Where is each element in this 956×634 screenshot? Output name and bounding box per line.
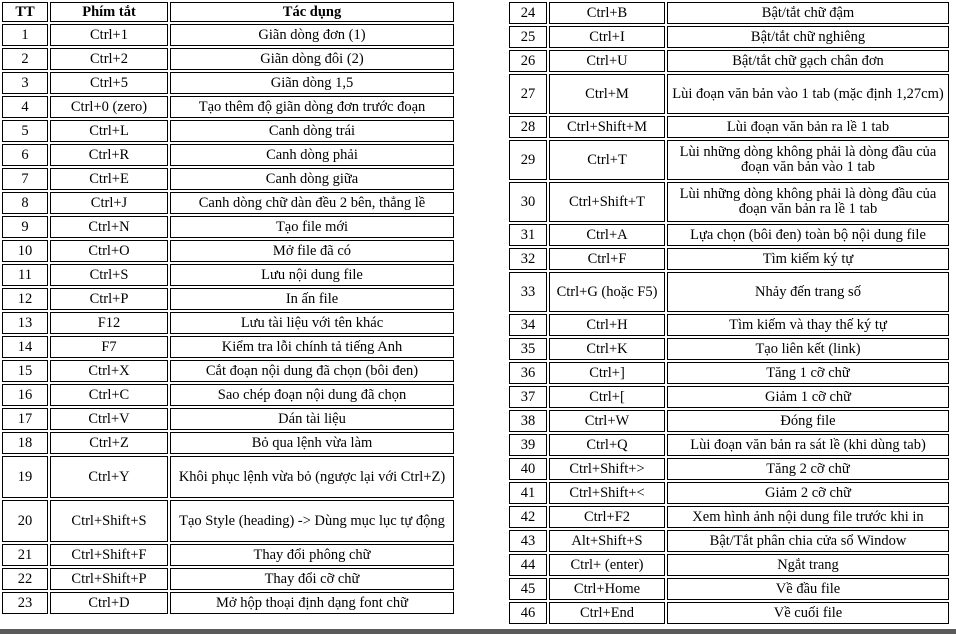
row-number: 32 bbox=[509, 248, 547, 270]
table-row bbox=[509, 338, 949, 360]
shortcut-description: Tìm kiếm ký tự bbox=[667, 248, 949, 270]
table-row bbox=[2, 500, 454, 542]
row-number: 30 bbox=[509, 182, 547, 222]
table-row bbox=[509, 434, 949, 456]
shortcut-key: Ctrl+H bbox=[549, 314, 665, 336]
table-row bbox=[2, 408, 454, 430]
row-number: 38 bbox=[509, 410, 547, 432]
shortcut-key: Ctrl+U bbox=[549, 50, 665, 72]
shortcut-key: Ctrl+B bbox=[549, 2, 665, 24]
shortcut-key: Ctrl+E bbox=[50, 168, 168, 190]
table-row bbox=[509, 410, 949, 432]
left-shortcut-panel bbox=[0, 0, 456, 616]
shortcut-description: Giãn dòng 1,5 bbox=[170, 72, 454, 94]
shortcut-key: Ctrl+ (enter) bbox=[549, 554, 665, 576]
shortcut-description: Canh dòng phải bbox=[170, 144, 454, 166]
table-row bbox=[2, 384, 454, 406]
shortcut-key: Ctrl+X bbox=[50, 360, 168, 382]
shortcut-key: Ctrl+0 (zero) bbox=[50, 96, 168, 118]
shortcut-key: Ctrl+G (hoặc F5) bbox=[549, 272, 665, 312]
shortcut-table-left bbox=[0, 0, 456, 616]
shortcut-key: Ctrl+Q bbox=[549, 434, 665, 456]
shortcut-key: Ctrl+5 bbox=[50, 72, 168, 94]
row-number: 29 bbox=[509, 140, 547, 180]
shortcut-description: Bật/tắt chữ gạch chân đơn bbox=[667, 50, 949, 72]
right-table-body bbox=[509, 2, 949, 624]
table-row bbox=[2, 168, 454, 190]
shortcut-description: Tạo thêm độ giãn dòng đơn trước đoạn bbox=[170, 96, 454, 118]
shortcut-key: Ctrl+Shift+P bbox=[50, 568, 168, 590]
shortcut-description: Tăng 1 cỡ chữ bbox=[667, 362, 949, 384]
table-row bbox=[509, 362, 949, 384]
shortcut-description: Canh dòng trái bbox=[170, 120, 454, 142]
shortcut-key: Ctrl+V bbox=[50, 408, 168, 430]
shortcut-key: Ctrl+S bbox=[50, 264, 168, 286]
table-row bbox=[509, 578, 949, 600]
shortcut-key: Ctrl+Shift+S bbox=[50, 500, 168, 542]
table-row bbox=[509, 182, 949, 222]
row-number: 36 bbox=[509, 362, 547, 384]
row-number: 42 bbox=[509, 506, 547, 528]
shortcut-key: Ctrl+Home bbox=[549, 578, 665, 600]
row-number: 6 bbox=[2, 144, 48, 166]
shortcut-description: Giãn dòng đôi (2) bbox=[170, 48, 454, 70]
right-shortcut-panel bbox=[507, 0, 951, 626]
shortcut-key: Ctrl+Shift+< bbox=[549, 482, 665, 504]
table-row bbox=[509, 530, 949, 552]
shortcut-key: Ctrl+Shift+M bbox=[549, 116, 665, 138]
shortcut-description: Đóng file bbox=[667, 410, 949, 432]
shortcut-description: Lưu tài liệu với tên khác bbox=[170, 312, 454, 334]
left-table-body bbox=[2, 24, 454, 614]
shortcut-key: Ctrl+2 bbox=[50, 48, 168, 70]
shortcut-key: Ctrl+P bbox=[50, 288, 168, 310]
shortcut-description: Lưu nội dung file bbox=[170, 264, 454, 286]
row-number: 28 bbox=[509, 116, 547, 138]
shortcut-description: Tạo file mới bbox=[170, 216, 454, 238]
table-row bbox=[509, 140, 949, 180]
shortcut-key: F7 bbox=[50, 336, 168, 358]
row-number: 46 bbox=[509, 602, 547, 624]
shortcut-key: Ctrl+R bbox=[50, 144, 168, 166]
shortcut-key: Ctrl+N bbox=[50, 216, 168, 238]
shortcut-description: Giảm 2 cỡ chữ bbox=[667, 482, 949, 504]
table-row bbox=[2, 336, 454, 358]
shortcut-description: Giãn dòng đơn (1) bbox=[170, 24, 454, 46]
row-number: 23 bbox=[2, 592, 48, 614]
table-row bbox=[509, 74, 949, 114]
row-number: 17 bbox=[2, 408, 48, 430]
shortcut-key: Ctrl+] bbox=[549, 362, 665, 384]
shortcut-table-right bbox=[507, 0, 951, 626]
shortcut-description: Bật/tắt chữ nghiêng bbox=[667, 26, 949, 48]
shortcut-key: Ctrl+L bbox=[50, 120, 168, 142]
row-number: 31 bbox=[509, 224, 547, 246]
row-number: 40 bbox=[509, 458, 547, 480]
row-number: 22 bbox=[2, 568, 48, 590]
table-row bbox=[2, 360, 454, 382]
shortcut-description: Tạo Style (heading) -> Dùng mục lục tự động bbox=[170, 500, 454, 542]
row-number: 26 bbox=[509, 50, 547, 72]
shortcut-description: Mở hộp thoại định dạng font chữ bbox=[170, 592, 454, 614]
shortcut-description: Tạo liên kết (link) bbox=[667, 338, 949, 360]
shortcut-key: Ctrl+I bbox=[549, 26, 665, 48]
shortcut-key: Ctrl+F bbox=[549, 248, 665, 270]
shortcut-description: Bật/tắt chữ đậm bbox=[667, 2, 949, 24]
table-row bbox=[2, 568, 454, 590]
row-number: 37 bbox=[509, 386, 547, 408]
bottom-gap bbox=[454, 621, 506, 629]
shortcut-description: Về cuối file bbox=[667, 602, 949, 624]
row-number: 14 bbox=[2, 336, 48, 358]
row-number: 34 bbox=[509, 314, 547, 336]
row-number: 24 bbox=[509, 2, 547, 24]
table-row bbox=[2, 192, 454, 214]
row-number: 1 bbox=[2, 24, 48, 46]
row-number: 41 bbox=[509, 482, 547, 504]
shortcut-key: Ctrl+Shift+> bbox=[549, 458, 665, 480]
shortcut-description: Dán tài liệu bbox=[170, 408, 454, 430]
shortcut-key: F12 bbox=[50, 312, 168, 334]
table-row bbox=[2, 120, 454, 142]
shortcut-description: Khôi phục lệnh vừa bỏ (ngược lại với Ctrl+Z) bbox=[170, 456, 454, 498]
table-row bbox=[2, 48, 454, 70]
shortcut-description: Canh dòng chữ dàn đều 2 bên, thẳng lề bbox=[170, 192, 454, 214]
table-row bbox=[2, 96, 454, 118]
row-number: 39 bbox=[509, 434, 547, 456]
row-number: 16 bbox=[2, 384, 48, 406]
shortcut-description: In ấn file bbox=[170, 288, 454, 310]
table-row bbox=[2, 216, 454, 238]
row-number: 21 bbox=[2, 544, 48, 566]
table-row bbox=[509, 224, 949, 246]
table-row bbox=[509, 482, 949, 504]
table-row bbox=[2, 144, 454, 166]
table-row bbox=[509, 602, 949, 624]
shortcut-description: Tăng 2 cỡ chữ bbox=[667, 458, 949, 480]
table-row bbox=[509, 2, 949, 24]
shortcut-key: Ctrl+K bbox=[549, 338, 665, 360]
header-shortcut: Phím tắt bbox=[50, 2, 168, 22]
shortcut-key: Ctrl+M bbox=[549, 74, 665, 114]
table-row bbox=[2, 240, 454, 262]
shortcut-key: Ctrl+A bbox=[549, 224, 665, 246]
shortcut-description: Ngắt trang bbox=[667, 554, 949, 576]
shortcut-key: Ctrl+Z bbox=[50, 432, 168, 454]
shortcut-key: Ctrl+J bbox=[50, 192, 168, 214]
shortcut-description: Nhảy đến trang số bbox=[667, 272, 949, 312]
table-row bbox=[509, 50, 949, 72]
table-row bbox=[2, 432, 454, 454]
header-effect: Tác dụng bbox=[170, 2, 454, 22]
table-row bbox=[509, 314, 949, 336]
table-row bbox=[509, 458, 949, 480]
row-number: 12 bbox=[2, 288, 48, 310]
table-row bbox=[2, 72, 454, 94]
shortcut-key: Ctrl+Shift+T bbox=[549, 182, 665, 222]
table-row bbox=[509, 554, 949, 576]
row-number: 35 bbox=[509, 338, 547, 360]
shortcut-key: Alt+Shift+S bbox=[549, 530, 665, 552]
shortcut-key: Ctrl+Shift+F bbox=[50, 544, 168, 566]
row-number: 43 bbox=[509, 530, 547, 552]
shortcut-description: Lùi những dòng không phải là dòng đầu của đoạn văn bản ra lề 1 tab bbox=[667, 182, 949, 222]
shortcut-key: Ctrl+O bbox=[50, 240, 168, 262]
shortcut-description: Tìm kiếm và thay thế ký tự bbox=[667, 314, 949, 336]
row-number: 3 bbox=[2, 72, 48, 94]
shortcut-description: Lựa chọn (bôi đen) toàn bộ nội dung file bbox=[667, 224, 949, 246]
shortcut-description: Bỏ qua lệnh vừa làm bbox=[170, 432, 454, 454]
shortcut-description: Lùi những dòng không phải là dòng đầu của đoạn văn bản vào 1 tab bbox=[667, 140, 949, 180]
table-row bbox=[2, 544, 454, 566]
shortcut-key: Ctrl+W bbox=[549, 410, 665, 432]
shortcut-description: Về đầu file bbox=[667, 578, 949, 600]
table-row bbox=[2, 456, 454, 498]
row-number: 44 bbox=[509, 554, 547, 576]
shortcut-key: Ctrl+C bbox=[50, 384, 168, 406]
shortcut-description: Cắt đoạn nội dung đã chọn (bôi đen) bbox=[170, 360, 454, 382]
row-number: 2 bbox=[2, 48, 48, 70]
shortcut-key: Ctrl+[ bbox=[549, 386, 665, 408]
shortcut-key: Ctrl+End bbox=[549, 602, 665, 624]
shortcut-description: Lùi đoạn văn bản ra sát lề (khi dùng tab) bbox=[667, 434, 949, 456]
row-number: 25 bbox=[509, 26, 547, 48]
table-row bbox=[509, 272, 949, 312]
shortcut-description: Giảm 1 cỡ chữ bbox=[667, 386, 949, 408]
row-number: 7 bbox=[2, 168, 48, 190]
row-number: 13 bbox=[2, 312, 48, 334]
shortcut-description: Canh dòng giữa bbox=[170, 168, 454, 190]
row-number: 45 bbox=[509, 578, 547, 600]
table-row bbox=[509, 386, 949, 408]
row-number: 10 bbox=[2, 240, 48, 262]
shortcut-description: Kiểm tra lỗi chính tả tiếng Anh bbox=[170, 336, 454, 358]
table-row bbox=[509, 26, 949, 48]
shortcut-description: Thay đổi cỡ chữ bbox=[170, 568, 454, 590]
row-number: 5 bbox=[2, 120, 48, 142]
shortcut-description: Mở file đã có bbox=[170, 240, 454, 262]
shortcut-description: Sao chép đoạn nội dung đã chọn bbox=[170, 384, 454, 406]
shortcut-key: Ctrl+D bbox=[50, 592, 168, 614]
table-row bbox=[509, 248, 949, 270]
shortcut-description: Lùi đoạn văn bản vào 1 tab (mặc định 1,27cm) bbox=[667, 74, 949, 114]
row-number: 4 bbox=[2, 96, 48, 118]
bottom-border-bar bbox=[0, 629, 956, 634]
row-number: 19 bbox=[2, 456, 48, 498]
shortcut-description: Xem hình ảnh nội dung file trước khi in bbox=[667, 506, 949, 528]
shortcut-key: Ctrl+F2 bbox=[549, 506, 665, 528]
shortcut-key: Ctrl+T bbox=[549, 140, 665, 180]
table-row bbox=[509, 506, 949, 528]
table-row bbox=[509, 116, 949, 138]
shortcut-description: Lùi đoạn văn bản ra lề 1 tab bbox=[667, 116, 949, 138]
row-number: 11 bbox=[2, 264, 48, 286]
table-row bbox=[2, 312, 454, 334]
shortcut-key: Ctrl+1 bbox=[50, 24, 168, 46]
row-number: 8 bbox=[2, 192, 48, 214]
table-header-row bbox=[2, 2, 454, 22]
table-row bbox=[2, 264, 454, 286]
row-number: 18 bbox=[2, 432, 48, 454]
row-number: 27 bbox=[509, 74, 547, 114]
table-row bbox=[2, 24, 454, 46]
shortcut-description: Bật/Tắt phân chia cửa sổ Window bbox=[667, 530, 949, 552]
row-number: 20 bbox=[2, 500, 48, 542]
row-number: 9 bbox=[2, 216, 48, 238]
header-tt: TT bbox=[2, 2, 48, 22]
table-row bbox=[2, 288, 454, 310]
shortcut-key: Ctrl+Y bbox=[50, 456, 168, 498]
row-number: 15 bbox=[2, 360, 48, 382]
row-number: 33 bbox=[509, 272, 547, 312]
table-row bbox=[2, 592, 454, 614]
shortcut-description: Thay đổi phông chữ bbox=[170, 544, 454, 566]
